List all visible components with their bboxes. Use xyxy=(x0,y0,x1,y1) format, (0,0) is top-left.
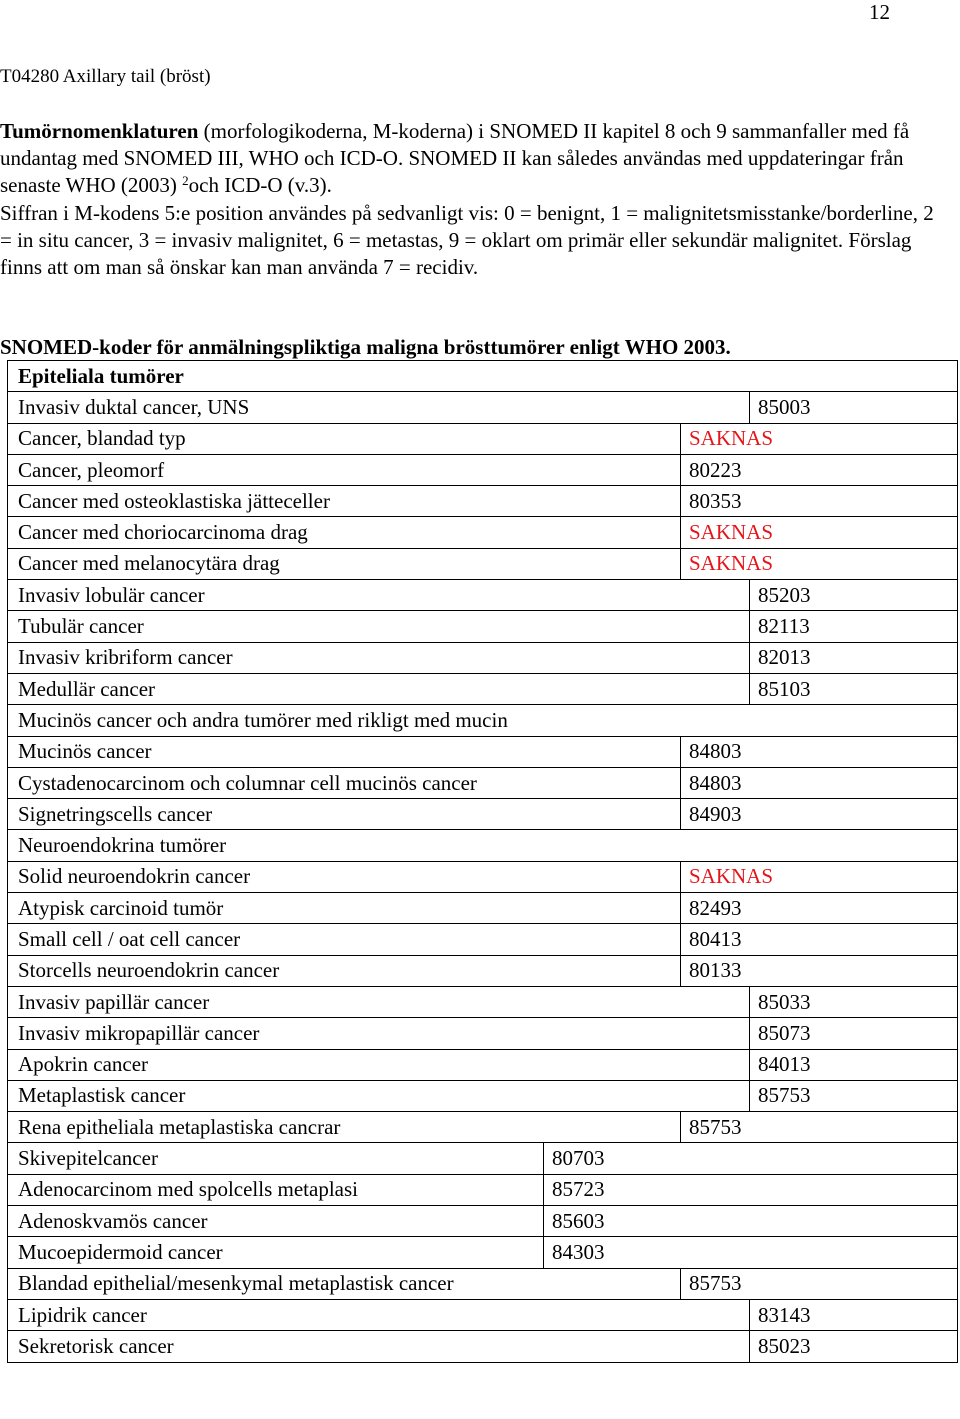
table-row xyxy=(8,611,958,642)
row-code: SAKNAS xyxy=(681,517,958,548)
row-label: Adenocarcinom med spolcells metaplasi xyxy=(8,1174,544,1205)
table-row xyxy=(8,1237,958,1268)
table-header-row xyxy=(8,361,958,392)
row-code: 85753 xyxy=(750,1080,958,1111)
snomed-codes-table xyxy=(7,360,958,1363)
table-row xyxy=(8,736,958,767)
row-label: Cancer, blandad typ xyxy=(8,423,681,454)
row-label: Blandad epithelial/mesenkymal metaplastisk cancer xyxy=(8,1268,681,1299)
intro-text-3: Siffran i M-kodens 5:e position användes på sedvanligt vis: 0 = benignt, 1 = malignitetsmisstanke/borderline, 2 = in situ cancer, 3 = invasiv malignitet, 6 = metastas, 9 = oklart om primär eller sekundär malignitet. Förslag finns att om man så önskar kan man använda 7 = recidiv. xyxy=(0,200,934,280)
row-code: SAKNAS xyxy=(681,548,958,579)
row-label: Invasiv papillär cancer xyxy=(8,986,750,1017)
table-row xyxy=(8,1299,958,1330)
row-code: 82013 xyxy=(750,642,958,673)
row-code: 84903 xyxy=(681,799,958,830)
section-heading: SNOMED-koder för anmälningspliktiga maligna brösttumörer enligt WHO 2003. xyxy=(0,335,731,359)
row-code: 83143 xyxy=(750,1299,958,1330)
table-row xyxy=(8,1018,958,1049)
row-label: Adenoskvamös cancer xyxy=(8,1206,544,1237)
table-row xyxy=(8,423,958,454)
intro-paragraph xyxy=(0,118,940,281)
table-row xyxy=(8,1143,958,1174)
row-code: 80413 xyxy=(681,924,958,955)
page-number: 12 xyxy=(869,0,890,24)
row-label: Cancer med melanocytära drag xyxy=(8,548,681,579)
row-code: 84303 xyxy=(544,1237,958,1268)
row-label: Skivepitelcancer xyxy=(8,1143,544,1174)
row-code: 85103 xyxy=(750,673,958,704)
footnote-ref: 2 xyxy=(182,173,189,189)
intro-lead: Tumörnomenklaturen xyxy=(0,119,199,143)
table-row xyxy=(8,893,958,924)
table-row xyxy=(8,1112,958,1143)
row-label: Signetringscells cancer xyxy=(8,799,681,830)
row-label: Mucinös cancer xyxy=(8,736,681,767)
row-label: Cancer med osteoklastiska jätteceller xyxy=(8,486,681,517)
table-row xyxy=(8,705,958,736)
row-code: 82113 xyxy=(750,611,958,642)
row-code: 85073 xyxy=(750,1018,958,1049)
row-code: 85033 xyxy=(750,986,958,1017)
table-row xyxy=(8,1080,958,1111)
row-code: 85203 xyxy=(750,580,958,611)
table-row xyxy=(8,673,958,704)
table-row xyxy=(8,955,958,986)
row-label: Neuroendokrina tumörer xyxy=(8,830,958,861)
table-row xyxy=(8,861,958,892)
table-row xyxy=(8,642,958,673)
row-label: Apokrin cancer xyxy=(8,1049,750,1080)
table-header: Epiteliala tumörer xyxy=(8,361,958,392)
row-code: 85603 xyxy=(544,1206,958,1237)
row-code: 85723 xyxy=(544,1174,958,1205)
table-row xyxy=(8,1331,958,1362)
table-row xyxy=(8,767,958,798)
row-code: 85753 xyxy=(681,1112,958,1143)
row-code: 80703 xyxy=(544,1143,958,1174)
row-label: Invasiv mikropapillär cancer xyxy=(8,1018,750,1049)
table-row xyxy=(8,1268,958,1299)
row-code: 80223 xyxy=(681,454,958,485)
row-label: Cancer, pleomorf xyxy=(8,454,681,485)
row-label: Medullär cancer xyxy=(8,673,750,704)
row-label: Metaplastisk cancer xyxy=(8,1080,750,1111)
document-code: T04280 Axillary tail (bröst) xyxy=(0,66,211,87)
row-code: 84013 xyxy=(750,1049,958,1080)
row-label: Rena epitheliala metaplastiska cancrar xyxy=(8,1112,681,1143)
row-label: Cystadenocarcinom och columnar cell mucinös cancer xyxy=(8,767,681,798)
row-code: 84803 xyxy=(681,767,958,798)
table-row xyxy=(8,924,958,955)
table-row xyxy=(8,548,958,579)
row-label: Atypisk carcinoid tumör xyxy=(8,893,681,924)
table-row xyxy=(8,1049,958,1080)
table-row xyxy=(8,486,958,517)
row-code: 80353 xyxy=(681,486,958,517)
row-code: 85023 xyxy=(750,1331,958,1362)
row-code: 82493 xyxy=(681,893,958,924)
row-label: Mucinös cancer och andra tumörer med rikligt med mucin xyxy=(8,705,958,736)
row-code: 80133 xyxy=(681,955,958,986)
table-row xyxy=(8,986,958,1017)
row-label: Tubulär cancer xyxy=(8,611,750,642)
row-label: Cancer med choriocarcinoma drag xyxy=(8,517,681,548)
row-label: Invasiv kribriform cancer xyxy=(8,642,750,673)
row-code: SAKNAS xyxy=(681,861,958,892)
table-row xyxy=(8,830,958,861)
row-label: Sekretorisk cancer xyxy=(8,1331,750,1362)
row-label: Lipidrik cancer xyxy=(8,1299,750,1330)
row-label: Mucoepidermoid cancer xyxy=(8,1237,544,1268)
table-row xyxy=(8,799,958,830)
table-row xyxy=(8,392,958,423)
row-label: Solid neuroendokrin cancer xyxy=(8,861,681,892)
intro-text-2: och ICD-O (v.3). xyxy=(188,173,332,198)
table-row xyxy=(8,1174,958,1205)
table-row xyxy=(8,580,958,611)
row-code: 85753 xyxy=(681,1268,958,1299)
row-label: Invasiv duktal cancer, UNS xyxy=(8,392,750,423)
intro-text-1: (morfologikoderna, M-koderna) i SNOMED II kapitel 8 och 9 sammanfaller med få undantag med SNOMED III, WHO och ICD-O. SNOMED II kan således användas med uppdateringar från senaste WHO (2003) xyxy=(0,119,910,198)
table-row xyxy=(8,1206,958,1237)
row-code: 84803 xyxy=(681,736,958,767)
row-label: Small cell / oat cell cancer xyxy=(8,924,681,955)
table-row xyxy=(8,454,958,485)
row-label: Storcells neuroendokrin cancer xyxy=(8,955,681,986)
table-row xyxy=(8,517,958,548)
row-code: 85003 xyxy=(750,392,958,423)
row-code: SAKNAS xyxy=(681,423,958,454)
row-label: Invasiv lobulär cancer xyxy=(8,580,750,611)
